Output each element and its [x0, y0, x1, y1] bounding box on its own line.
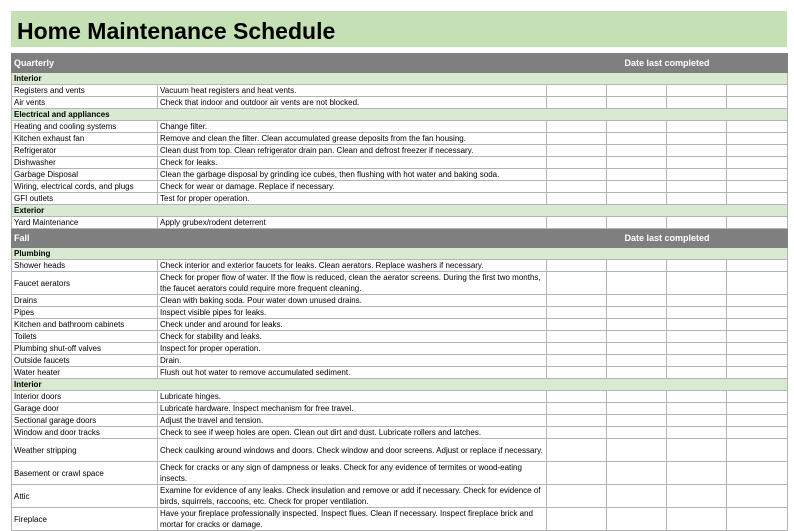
date-completed-cell[interactable] — [727, 193, 788, 205]
table-row — [12, 157, 788, 169]
maintenance-table — [11, 53, 788, 531]
date-completed-cell[interactable] — [607, 217, 667, 229]
table-row — [12, 272, 788, 295]
date-completed-cell[interactable] — [607, 181, 667, 193]
task-description: Lubricate hardware. Inspect mechanism for free travel. — [158, 403, 547, 415]
date-completed-cell[interactable] — [547, 193, 607, 205]
category-row — [12, 109, 788, 121]
item-name: Dishwasher — [12, 157, 158, 169]
table-row — [12, 367, 788, 379]
table-row — [12, 355, 788, 367]
table-row — [12, 508, 788, 531]
date-completed-cell[interactable] — [547, 295, 607, 307]
task-description: Check under and around for leaks. — [158, 319, 547, 331]
category-name: Plumbing — [12, 248, 788, 260]
task-description: Remove and clean the filter. Clean accumulated grease deposits from the fan housing. — [158, 133, 547, 145]
task-description: Check for wear or damage. Replace if necessary. — [158, 181, 547, 193]
item-name: Toilets — [12, 331, 158, 343]
task-description: Check for stability and leaks. — [158, 331, 547, 343]
date-completed-cell[interactable] — [607, 391, 667, 403]
item-name: Basement or crawl space — [12, 462, 158, 485]
item-name: GFI outlets — [12, 193, 158, 205]
date-completed-cell[interactable] — [667, 427, 727, 439]
date-completed-cell[interactable] — [727, 331, 788, 343]
task-description: Check interior and exterior faucets for leaks. Clean aerators. Replace washers if necessary. — [158, 260, 547, 272]
date-completed-cell[interactable] — [667, 145, 727, 157]
category-row — [12, 248, 788, 260]
item-name: Garage door — [12, 403, 158, 415]
date-completed-cell[interactable] — [727, 97, 788, 109]
task-description: Check for proper flow of water. If the flow is reduced, clean the aerator screens. During the first two months, the faucet aerators could require more frequent cleaning. — [158, 272, 547, 295]
date-completed-cell[interactable] — [547, 181, 607, 193]
table-row — [12, 427, 788, 439]
date-completed-cell[interactable] — [607, 260, 667, 272]
date-completed-cell[interactable] — [667, 97, 727, 109]
date-completed-cell[interactable] — [547, 97, 607, 109]
task-description: Lubricate hinges. — [158, 391, 547, 403]
date-completed-cell[interactable] — [607, 145, 667, 157]
date-completed-cell[interactable] — [607, 295, 667, 307]
section-name: Quarterly — [12, 54, 547, 73]
date-completed-cell[interactable] — [667, 462, 727, 485]
date-completed-cell[interactable] — [667, 181, 727, 193]
date-completed-cell[interactable] — [607, 485, 667, 508]
date-completed-cell[interactable] — [547, 145, 607, 157]
task-description: Inspect for proper operation. — [158, 343, 547, 355]
item-name: Window and door tracks — [12, 427, 158, 439]
date-completed-cell[interactable] — [667, 508, 727, 531]
date-completed-cell[interactable] — [667, 343, 727, 355]
item-name: Refrigerator — [12, 145, 158, 157]
date-completed-cell[interactable] — [667, 157, 727, 169]
date-completed-cell[interactable] — [667, 295, 727, 307]
table-row — [12, 85, 788, 97]
date-completed-cell[interactable] — [667, 439, 727, 462]
date-completed-cell[interactable] — [727, 145, 788, 157]
date-completed-cell[interactable] — [667, 85, 727, 97]
date-completed-cell[interactable] — [727, 462, 788, 485]
date-completed-cell[interactable] — [547, 307, 607, 319]
category-row — [12, 379, 788, 391]
date-completed-cell[interactable] — [727, 403, 788, 415]
date-completed-cell[interactable] — [547, 319, 607, 331]
date-completed-cell[interactable] — [727, 391, 788, 403]
item-name: Kitchen exhaust fan — [12, 133, 158, 145]
table-row — [12, 391, 788, 403]
table-row — [12, 193, 788, 205]
date-completed-cell[interactable] — [667, 403, 727, 415]
date-completed-cell[interactable] — [547, 391, 607, 403]
date-completed-cell[interactable] — [547, 121, 607, 133]
date-completed-cell[interactable] — [607, 439, 667, 462]
item-name: Shower heads — [12, 260, 158, 272]
item-name: Garbage Disposal — [12, 169, 158, 181]
table-row — [12, 260, 788, 272]
date-completed-cell[interactable] — [727, 295, 788, 307]
date-completed-cell[interactable] — [667, 391, 727, 403]
table-row — [12, 439, 788, 462]
table-row — [12, 462, 788, 485]
date-completed-cell[interactable] — [667, 133, 727, 145]
date-completed-cell[interactable] — [727, 485, 788, 508]
date-completed-cell[interactable] — [607, 169, 667, 181]
table-row — [12, 181, 788, 193]
date-completed-cell[interactable] — [607, 427, 667, 439]
item-name: Water heater — [12, 367, 158, 379]
task-description: Test for proper operation. — [158, 193, 547, 205]
date-completed-cell[interactable] — [607, 121, 667, 133]
table-row — [12, 217, 788, 229]
category-name: Interior — [12, 379, 788, 391]
table-row — [12, 169, 788, 181]
date-completed-cell[interactable] — [607, 367, 667, 379]
date-completed-cell[interactable] — [607, 462, 667, 485]
date-completed-cell[interactable] — [607, 133, 667, 145]
date-completed-cell[interactable] — [727, 85, 788, 97]
date-completed-cell[interactable] — [607, 343, 667, 355]
task-description: Check for leaks. — [158, 157, 547, 169]
date-completed-cell[interactable] — [547, 260, 607, 272]
item-name: Faucet aerators — [12, 272, 158, 295]
date-completed-cell[interactable] — [547, 157, 607, 169]
table-row — [12, 319, 788, 331]
table-row — [12, 415, 788, 427]
date-completed-cell[interactable] — [727, 181, 788, 193]
date-completed-cell[interactable] — [727, 169, 788, 181]
task-description: Flush out hot water to remove accumulated sediment. — [158, 367, 547, 379]
date-completed-cell[interactable] — [607, 157, 667, 169]
date-completed-cell[interactable] — [727, 260, 788, 272]
date-completed-cell[interactable] — [667, 121, 727, 133]
task-description: Inspect visible pipes for leaks. — [158, 307, 547, 319]
date-completed-cell[interactable] — [547, 508, 607, 531]
table-row — [12, 97, 788, 109]
task-description: Have your fireplace professionally inspected. Inspect flues. Clean if necessary. Inspect fireplace brick and mortar for cracks or damage. — [158, 508, 547, 531]
date-completed-cell[interactable] — [607, 331, 667, 343]
date-completed-cell[interactable] — [607, 85, 667, 97]
item-name: Fireplace — [12, 508, 158, 531]
date-completed-cell[interactable] — [667, 415, 727, 427]
task-description: Adjust the travel and tension. — [158, 415, 547, 427]
task-description: Examine for evidence of any leaks. Check insulation and remove or add if necessary. Check for evidence of birds, squirrels, raccoons, etc. Check for proper ventilation. — [158, 485, 547, 508]
task-description: Check caulking around windows and doors. Check window and door screens. Adjust or replace if necessary. — [158, 439, 547, 462]
date-completed-cell[interactable] — [727, 415, 788, 427]
date-completed-cell[interactable] — [547, 403, 607, 415]
task-description: Vacuum heat registers and heat vents. — [158, 85, 547, 97]
date-completed-cell[interactable] — [667, 193, 727, 205]
date-completed-cell[interactable] — [727, 343, 788, 355]
date-completed-cell[interactable] — [607, 319, 667, 331]
date-completed-cell[interactable] — [547, 169, 607, 181]
task-description: Apply grubex/rodent deterrent — [158, 217, 547, 229]
date-completed-cell[interactable] — [607, 307, 667, 319]
item-name: Registers and vents — [12, 85, 158, 97]
date-completed-cell[interactable] — [727, 427, 788, 439]
date-completed-cell[interactable] — [667, 217, 727, 229]
task-description: Clean dust from top. Clean refrigerator drain pan. Clean and defrost freezer if necessary. — [158, 145, 547, 157]
table-row — [12, 485, 788, 508]
date-completed-cell[interactable] — [547, 355, 607, 367]
category-name: Exterior — [12, 205, 788, 217]
item-name: Wiring, electrical cords, and plugs — [12, 181, 158, 193]
section-header-row — [12, 54, 788, 73]
date-completed-cell[interactable] — [667, 367, 727, 379]
date-completed-cell[interactable] — [547, 343, 607, 355]
item-name: Drains — [12, 295, 158, 307]
task-description: Check for cracks or any sign of dampness or leaks. Check for any evidence of termites or wood-eating insects. — [158, 462, 547, 485]
date-last-completed-header: Date last completed — [547, 229, 788, 248]
date-completed-cell[interactable] — [607, 415, 667, 427]
date-completed-cell[interactable] — [667, 169, 727, 181]
date-completed-cell[interactable] — [667, 331, 727, 343]
title-banner — [11, 11, 787, 47]
table-row — [12, 331, 788, 343]
category-row — [12, 73, 788, 85]
table-row — [12, 133, 788, 145]
date-completed-cell[interactable] — [727, 307, 788, 319]
task-description: Change filter. — [158, 121, 547, 133]
date-completed-cell[interactable] — [667, 260, 727, 272]
task-description: Drain. — [158, 355, 547, 367]
item-name: Yard Maintenance — [12, 217, 158, 229]
date-completed-cell[interactable] — [667, 272, 727, 295]
date-completed-cell[interactable] — [727, 157, 788, 169]
page-title: Home Maintenance Schedule — [17, 18, 336, 44]
item-name: Attic — [12, 485, 158, 508]
table-row — [12, 121, 788, 133]
item-name: Pipes — [12, 307, 158, 319]
task-description: Check that indoor and outdoor air vents are not blocked. — [158, 97, 547, 109]
item-name: Kitchen and bathroom cabinets — [12, 319, 158, 331]
date-completed-cell[interactable] — [607, 193, 667, 205]
section-name: Fall — [12, 229, 547, 248]
date-completed-cell[interactable] — [727, 272, 788, 295]
date-completed-cell[interactable] — [607, 355, 667, 367]
item-name: Air vents — [12, 97, 158, 109]
category-name: Electrical and appliances — [12, 109, 788, 121]
date-completed-cell[interactable] — [547, 217, 607, 229]
item-name: Weather stripping — [12, 439, 158, 462]
table-row — [12, 307, 788, 319]
date-completed-cell[interactable] — [547, 439, 607, 462]
date-completed-cell[interactable] — [547, 133, 607, 145]
date-completed-cell[interactable] — [607, 97, 667, 109]
date-completed-cell[interactable] — [607, 403, 667, 415]
item-name: Plumbing shut-off valves — [12, 343, 158, 355]
date-completed-cell[interactable] — [547, 462, 607, 485]
table-row — [12, 295, 788, 307]
date-completed-cell[interactable] — [667, 319, 727, 331]
date-completed-cell[interactable] — [547, 367, 607, 379]
task-description: Clean with baking soda. Pour water down unused drains. — [158, 295, 547, 307]
task-description: Check to see if weep holes are open. Clean out dirt and dust. Lubricate rollers and latches. — [158, 427, 547, 439]
date-completed-cell[interactable] — [667, 355, 727, 367]
table-row — [12, 343, 788, 355]
date-completed-cell[interactable] — [727, 217, 788, 229]
date-completed-cell[interactable] — [547, 427, 607, 439]
date-completed-cell[interactable] — [727, 133, 788, 145]
section-header-row — [12, 229, 788, 248]
date-completed-cell[interactable] — [727, 439, 788, 462]
date-completed-cell[interactable] — [547, 331, 607, 343]
date-completed-cell[interactable] — [727, 121, 788, 133]
maintenance-table-body — [12, 54, 788, 531]
date-completed-cell[interactable] — [727, 319, 788, 331]
task-description: Clean the garbage disposal by grinding ice cubes, then flushing with hot water and baking soda. — [158, 169, 547, 181]
item-name: Heating and cooling systems — [12, 121, 158, 133]
date-completed-cell[interactable] — [667, 485, 727, 508]
date-completed-cell[interactable] — [667, 307, 727, 319]
item-name: Outside faucets — [12, 355, 158, 367]
date-completed-cell[interactable] — [727, 355, 788, 367]
category-name: Interior — [12, 73, 788, 85]
date-completed-cell[interactable] — [547, 85, 607, 97]
date-completed-cell[interactable] — [547, 485, 607, 508]
table-row — [12, 145, 788, 157]
item-name: Interior doors — [12, 391, 158, 403]
date-completed-cell[interactable] — [547, 272, 607, 295]
date-completed-cell[interactable] — [727, 508, 788, 531]
date-last-completed-header: Date last completed — [547, 54, 788, 73]
date-completed-cell[interactable] — [547, 415, 607, 427]
date-completed-cell[interactable] — [607, 508, 667, 531]
table-row — [12, 403, 788, 415]
date-completed-cell[interactable] — [727, 367, 788, 379]
item-name: Sectional garage doors — [12, 415, 158, 427]
date-completed-cell[interactable] — [607, 272, 667, 295]
category-row — [12, 205, 788, 217]
